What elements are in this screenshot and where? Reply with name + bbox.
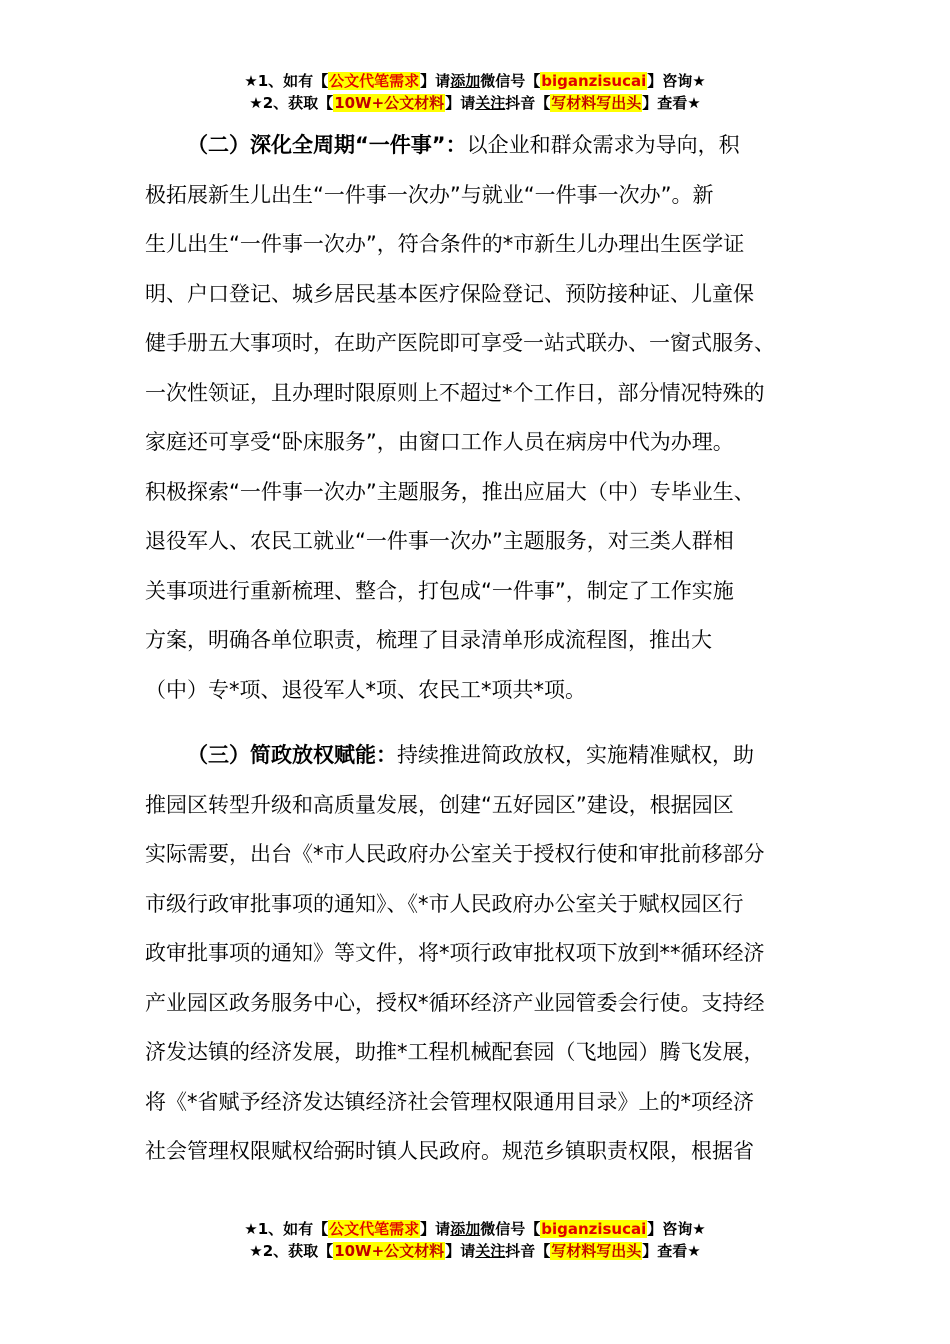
banner-line-2: ★2、获取【10W+公文材料】请关注抖音【写材料写出头】查看★ [249,1242,701,1260]
highlight-service: 公文代笔需求 [329,72,420,90]
paragraph-line: 方案，明确各单位职责，梳理了目录清单形成流程图，推出大 [145,628,712,652]
section-2-paragraph [145,121,810,715]
banner-line-2: ★2、获取【10W+公文材料】请关注抖音【写材料写出头】查看★ [249,94,701,112]
paragraph-line: （中）专*项、退役军人*项、农民工*项共*项。 [145,677,586,702]
paragraph-line: 关事项进行重新梳理、整合，打包成“一件事”，制定了工作实施 [145,578,734,603]
highlight-materials: 10W+公文材料 [334,94,445,112]
highlight-douyin-account: 写材料写出头 [551,94,642,112]
paragraph-line: 社会管理权限赋权给弼时镇人民政府。规范乡镇职责权限，根据省 [145,1139,754,1163]
section-3-paragraph [145,731,810,1177]
paragraph-line: 产业园区政务服务中心，授权*循环经济产业园管委会行使。支持经 [145,990,765,1015]
paragraph-line: 市级行政审批事项的通知》、《*市人民政府办公室关于赋权园区行 [145,891,744,916]
paragraph-line: 健手册五大事项时，在助产医院即可享受一站式联办、一窗式服务、 [145,331,775,355]
highlight-wechat-id: biganzisucai [541,1220,647,1238]
paragraph-line: （二）深化全周期“一件事”：以企业和群众需求为导向，积 [187,133,740,157]
paragraph-line: 济发达镇的经济发展，助推*工程机械配套园（飞地园）腾飞发展， [145,1040,765,1064]
highlight-wechat-id: biganzisucai [541,72,647,90]
highlight-materials: 10W+公文材料 [334,1242,445,1260]
paragraph-line: 家庭还可享受“卧床服务”，由窗口工作人员在病房中代为办理。 [145,430,734,454]
banner-line-1: ★1、如有【公文代笔需求】请添加微信号【biganzisucai】咨询★ [244,1220,706,1238]
paragraph-line: 退役军人、农民工就业“一件事一次办”主题服务，对三类人群相 [145,529,734,553]
paragraph-line: （三）简政放权赋能：持续推进简政放权，实施精准赋权，助 [187,743,754,767]
section-3-heading: （三）简政放权赋能： [187,743,397,767]
paragraph-line: 生儿出生“一件事一次办”，符合条件的*市新生儿办理出生医学证 [145,232,745,256]
paragraph-line: 积极探索“一件事一次办”主题服务，推出应届大（中）专毕业生、 [145,479,755,504]
paragraph-line: 一次性领证，且办理时限原则上不超过*个工作日，部分情况特殊的 [145,380,765,405]
section-2-heading: （二）深化全周期“一件事”： [187,133,467,157]
paragraph-line: 将《*省赋予经济发达镇经济社会管理权限通用目录》上的*项经济 [145,1089,754,1114]
paragraph-line: 明、户口登记、城乡居民基本医疗保险登记、预防接种证、儿童保 [145,281,754,306]
highlight-service: 公文代笔需求 [329,1220,420,1238]
paragraph-line: 实际需要，出台《*市人民政府办公室关于授权行使和审批前移部分 [145,842,765,866]
footer-banner [0,1218,950,1262]
paragraph-line: 极拓展新生儿出生“一件事一次办”与就业“一件事一次办”。新 [145,182,714,207]
paragraph-line: 政审批事项的通知》等文件，将*项行政审批权项下放到**循环经济 [145,941,765,965]
highlight-douyin-account: 写材料写出头 [551,1242,642,1260]
paragraph-line: 推园区转型升级和高质量发展，创建“五好园区”建设，根据园区 [145,792,734,817]
banner-line-1: ★1、如有【公文代笔需求】请添加微信号【biganzisucai】咨询★ [244,72,706,90]
header-banner [0,70,950,114]
